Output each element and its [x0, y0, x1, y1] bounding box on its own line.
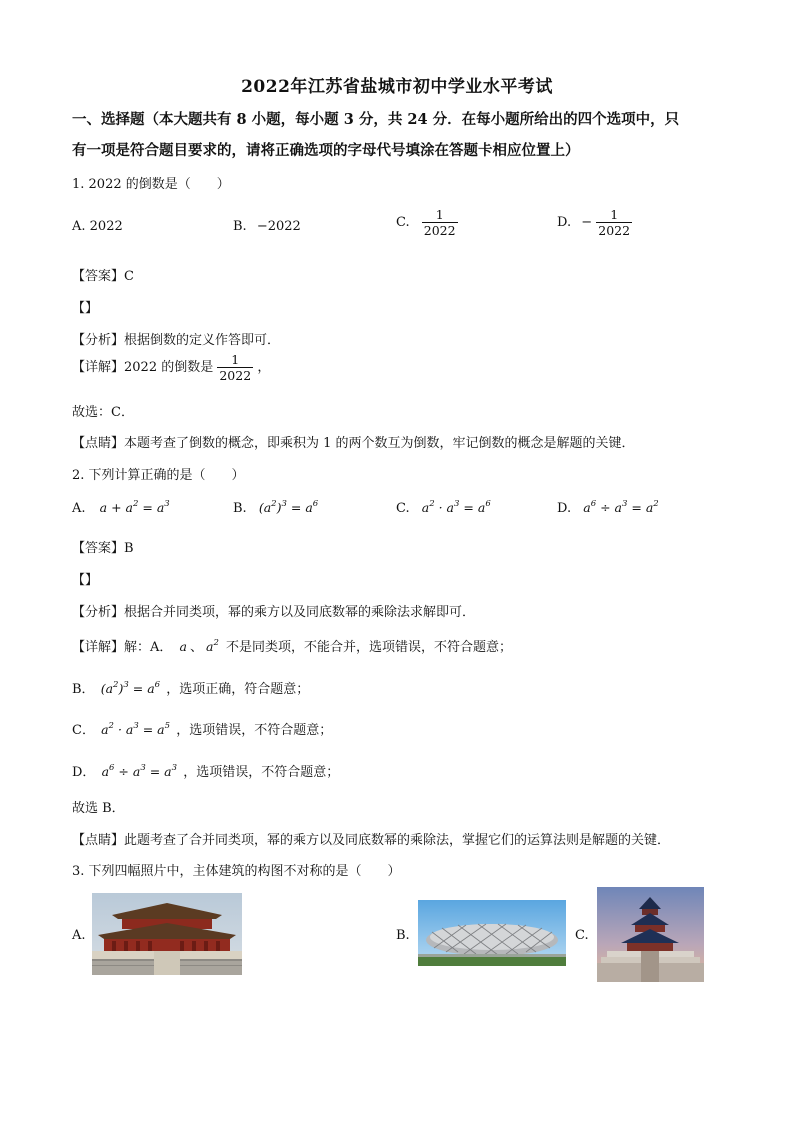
q2-detail-c	[72, 719, 332, 738]
q1-option-b	[233, 219, 301, 234]
q2-comment: 【点睛】此题考查了合并同类项，幂的乘方以及同底数幂的乘除法，掌握它们的运算法则是解题的关键．	[72, 833, 671, 848]
q1-blank-bracket: 【】	[72, 301, 99, 316]
q2-detail-b-formula: $(a^2)^3 = a^6$	[100, 680, 161, 696]
q1-option-c-fraction	[422, 207, 458, 238]
q2-stem: 2. 下列计算正确的是（ ）	[72, 468, 245, 483]
q2-option-c-label: C.	[396, 501, 410, 516]
q2-detail-c-label: C．	[72, 723, 95, 738]
q1-detail-fraction	[217, 352, 253, 383]
q1-option-d-fraction	[596, 207, 632, 238]
q2-detail-a: 【详解】解：A． a 、 $a^2$ 不是同类项，不能合并，选项错误，不符合题意；	[72, 638, 513, 655]
fraction-numerator: 1	[435, 207, 444, 222]
q2-detail-d-text: ，选项错误，不符合题意；	[183, 765, 340, 780]
q3-option-a-label: A.	[72, 928, 86, 943]
q3-photo-c-temple	[597, 887, 704, 982]
q2-blank-bracket: 【】	[72, 573, 99, 588]
q1-option-c	[396, 207, 458, 238]
q1-option-c-label: C.	[396, 215, 410, 230]
q2-option-b-label: B.	[233, 501, 247, 516]
q1-comment: 【点睛】本题考查了倒数的概念，即乘积为 1 的两个数互为倒数，牢记倒数的概念是解题的关键．	[72, 436, 635, 451]
q2-analysis: 【分析】根据合并同类项，幂的乘方以及同底数幂的乘除法求解即可．	[72, 605, 476, 620]
exam-title: 2022年江苏省盐城市初中学业水平考试	[241, 77, 553, 97]
q2-detail-b-label: B．	[72, 682, 95, 697]
q2-detail-a-formula2: $a^2$	[206, 638, 219, 654]
q2-detail-a-formula: a	[179, 639, 187, 654]
q2-detail-b	[72, 678, 309, 697]
q1-answer: 【答案】C	[72, 269, 134, 284]
q2-option-b	[233, 500, 318, 516]
q2-option-b-formula: $(a^2)^3 = a^6$	[258, 499, 319, 515]
q3-stem: 3. 下列四幅照片中，主体建筑的构图不对称的是（ ）	[72, 864, 401, 879]
q2-option-a-formula: $a + a^2 = a^3$	[99, 499, 170, 515]
q1-detail-suffix: ，	[257, 360, 271, 375]
q2-option-a	[72, 500, 170, 516]
q3-option-b-label: B.	[396, 928, 410, 943]
q1-option-d-minus: −	[581, 215, 593, 230]
fraction-denominator: 2022	[423, 223, 456, 238]
q1-stem: 1. 2022 的倒数是（ ）	[72, 177, 230, 192]
q1-option-d	[557, 207, 632, 238]
fraction-denominator: 2022	[219, 368, 252, 383]
q1-option-b-value: −2022	[256, 219, 301, 234]
q2-option-d	[557, 500, 659, 516]
q2-detail-a-text: 不是同类项，不能合并，选项错误，不符合题意；	[226, 640, 513, 655]
q1-option-b-label: B.	[233, 219, 247, 234]
fraction-numerator: 1	[610, 207, 619, 222]
q1-option-a: A. 2022	[72, 219, 123, 234]
q2-detail-c-formula: $a^2 \cdot a^3 = a^5$	[101, 721, 171, 737]
fraction-denominator: 2022	[598, 223, 631, 238]
q2-choose: 故选 B．	[72, 801, 125, 816]
q2-option-d-label: D.	[557, 501, 572, 516]
q2-detail-d-formula: $a^6 \div a^3 = a^3$	[101, 763, 178, 779]
q2-option-c	[396, 500, 491, 516]
q2-detail-b-text: ，选项正确，符合题意；	[166, 682, 310, 697]
q1-choose: 故选：C．	[72, 405, 134, 420]
q2-detail-d-label: D．	[72, 765, 96, 780]
q2-answer: 【答案】B	[72, 541, 134, 556]
q1-option-d-label: D.	[557, 215, 572, 230]
q2-detail-d	[72, 761, 339, 780]
q1-detail	[72, 352, 270, 383]
section-heading-line1: 一、选择题（本大题共有 8 小题，每小题 3 分，共 24 分．在每小题所给出的四个选项中，只	[72, 111, 680, 128]
q2-option-c-formula: $a^2 \cdot a^3 = a^6$	[421, 499, 491, 515]
q1-analysis: 【分析】根据倒数的定义作答即可．	[72, 333, 281, 348]
q2-option-a-label: A.	[72, 501, 86, 516]
q1-detail-prefix: 【详解】2022 的倒数是	[72, 360, 214, 375]
section-heading-line2: 有一项是符合题目要求的，请将正确选项的字母代号填涂在答题卡相应位置上）	[72, 142, 580, 159]
fraction-numerator: 1	[231, 352, 240, 367]
q3-photo-a-palace	[92, 893, 242, 975]
q3-option-c-label: C.	[575, 928, 589, 943]
q3-photo-b-stadium	[418, 900, 566, 966]
q2-option-d-formula: $a^6 \div a^3 = a^2$	[583, 499, 659, 515]
q2-detail-c-text: ，选项错误，不符合题意；	[176, 723, 333, 738]
q2-detail-prefix: 【详解】解：A．	[72, 640, 173, 655]
